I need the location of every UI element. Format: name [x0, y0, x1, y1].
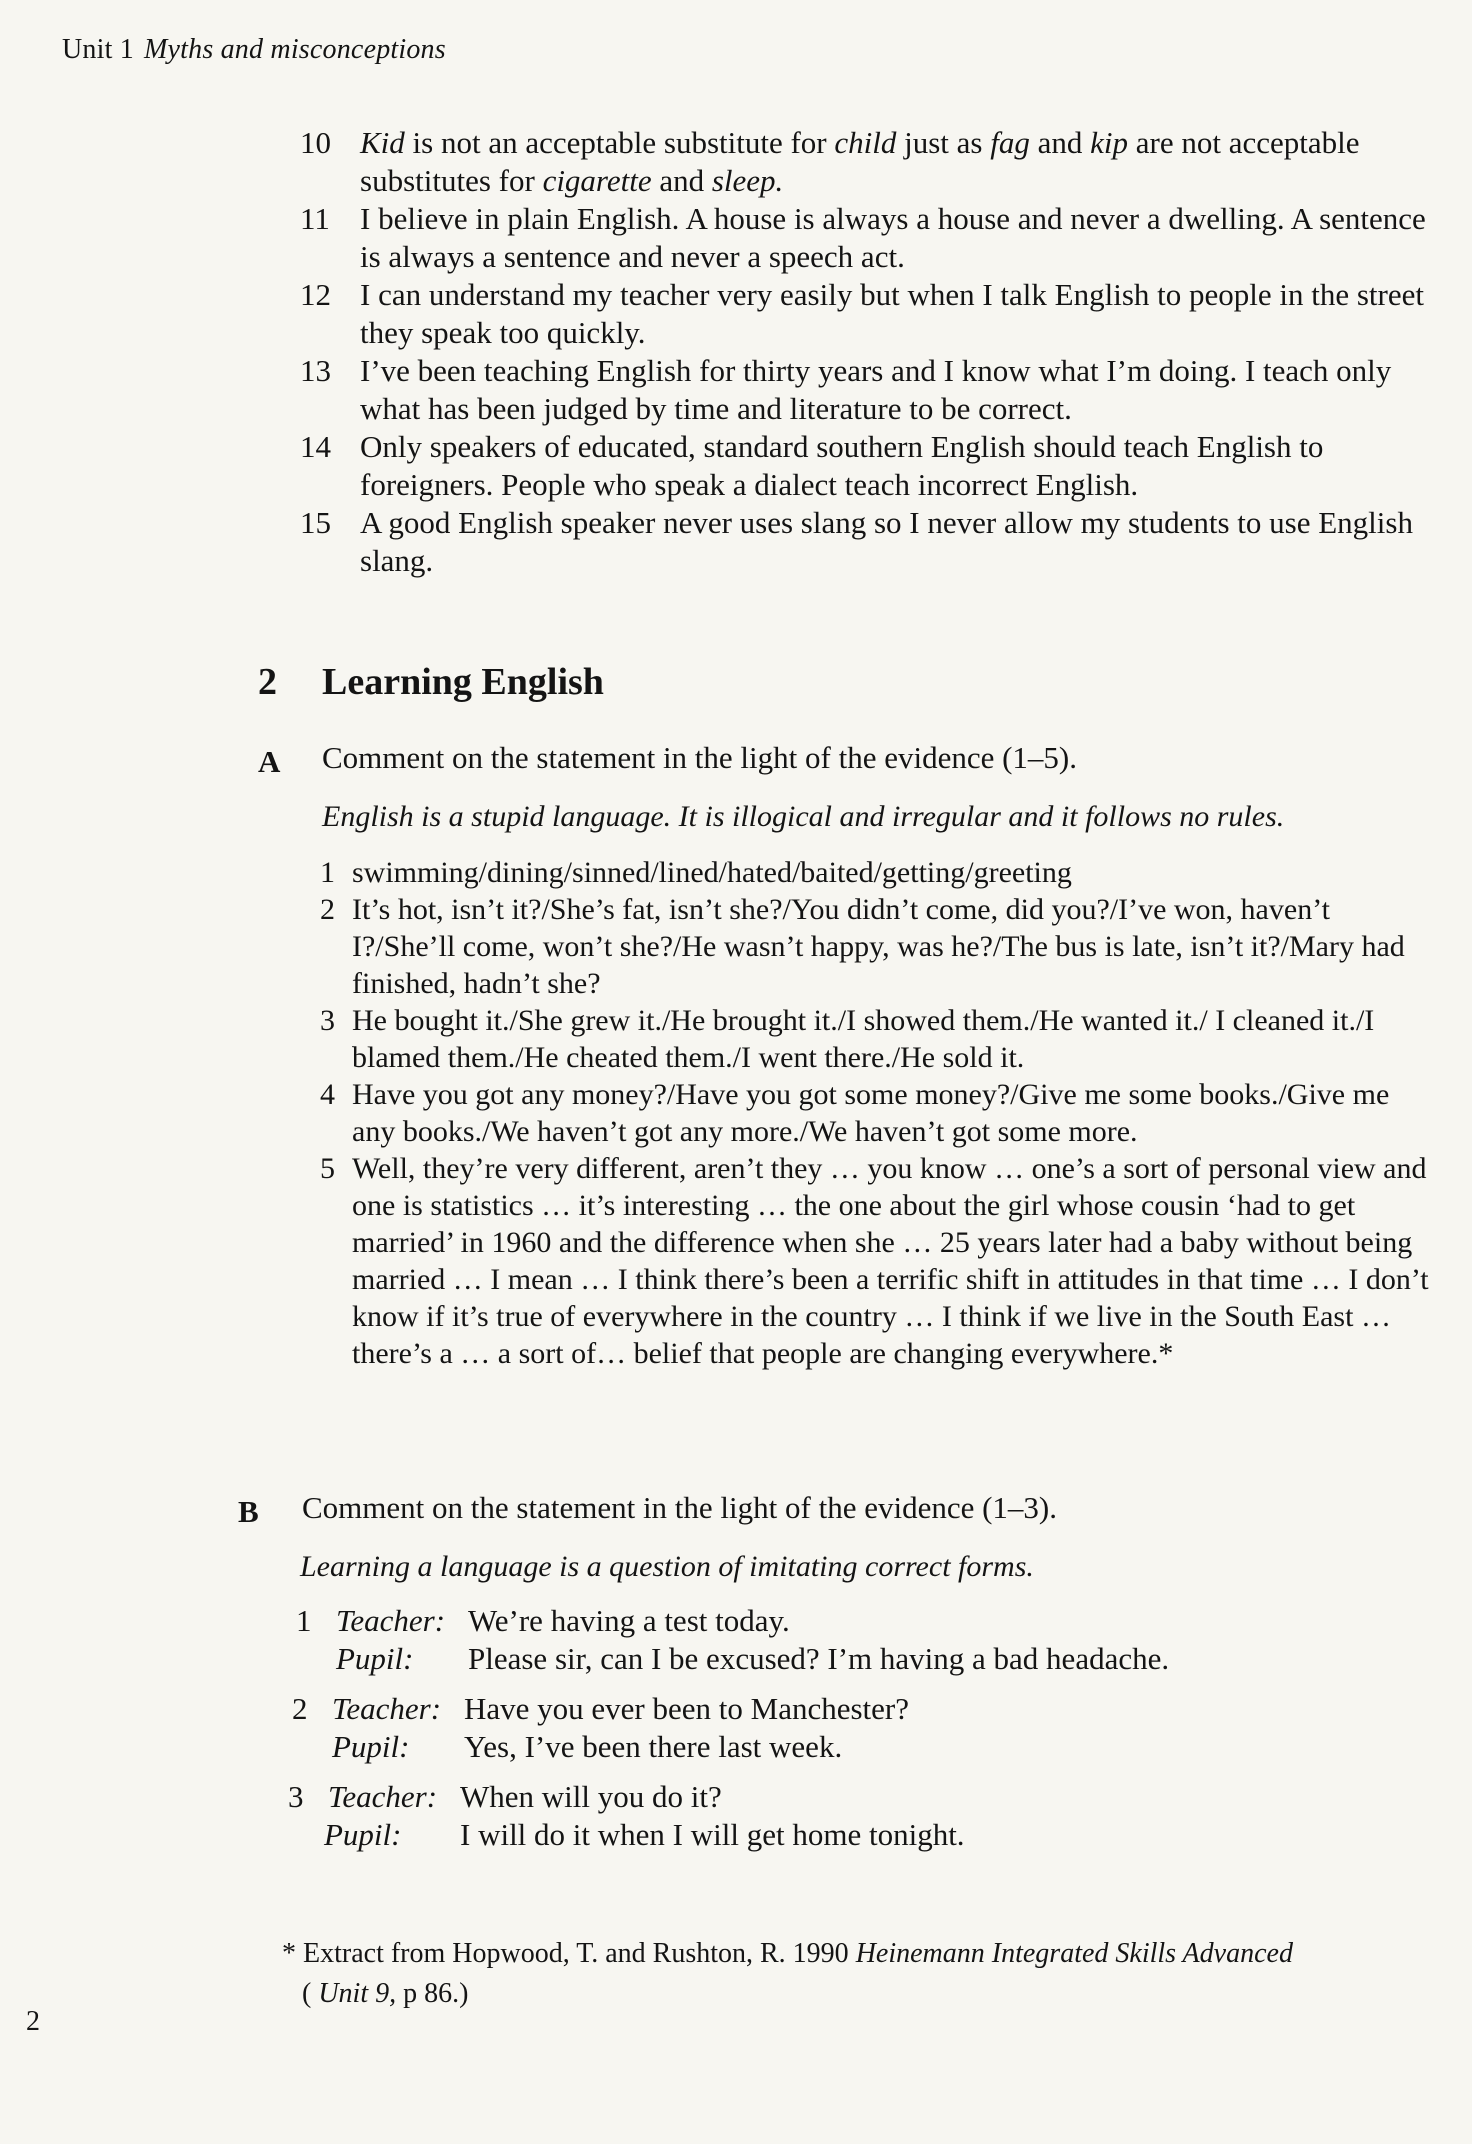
teacher-speech: Have you ever been to Manchester?: [464, 1691, 909, 1726]
section-number: 2: [258, 661, 277, 703]
item-text: Kid is not an acceptable substitute for child just as fag and kip are not acceptable substitutes for cigarette and sleep.: [360, 125, 1360, 198]
item-number: 14: [300, 429, 331, 464]
pupil-role: Pupil:: [324, 1817, 402, 1852]
part-b-statement: Learning a language is a question of imitating correct forms.: [300, 1550, 1034, 1583]
dialogue-2: [292, 1690, 1392, 1766]
item-number: 1: [320, 856, 335, 889]
pupil-speech: Yes, I’ve been there last week.: [464, 1729, 843, 1764]
teacher-line: [288, 1778, 1388, 1816]
part-a-label: A: [258, 744, 281, 779]
item-text: Well, they’re very different, aren’t they … you know … one’s a sort of personal view and one is statistics … it’s interesting … the one about the girl whose cousin ‘had to get married’ in 1960 and the difference when she … 25 years later had a baby without being married … I mean … I think there’s been a terrific shift in attitudes in that time … I don’t know if it’s true of everywhere in the country … I think if we live in the South East … there’s a … a sort of… belief that people are changing everywhere.*: [352, 1152, 1429, 1370]
item-text: I can understand my teacher very easily but when I talk English to people in the street they speak too quickly.: [360, 277, 1424, 350]
item-number: 13: [300, 353, 331, 388]
running-head: [62, 34, 446, 66]
unit-label: Unit 1: [62, 34, 134, 65]
list-item: [300, 352, 1450, 428]
unit-title: Myths and misconceptions: [143, 34, 446, 65]
teacher-speech: When will you do it?: [460, 1779, 722, 1814]
part-a-statement: English is a stupid language. It is illogical and irregular and it follows no rules.: [322, 800, 1285, 833]
teacher-role: Teacher:: [332, 1691, 442, 1726]
list-item: [320, 1002, 1440, 1076]
item-number: 3: [320, 1004, 335, 1037]
list-item: [300, 200, 1450, 276]
item-text: He bought it./She grew it./He brought it./I showed them./He wanted it./ I cleaned it./I blamed them./He cheated them./I went there./He sold it.: [352, 1004, 1375, 1074]
item-text: I believe in plain English. A house is always a house and never a dwelling. A sentence is always a sentence and never a speech act.: [360, 201, 1426, 274]
item-number: 11: [300, 201, 330, 236]
page-number: 2: [26, 2006, 40, 2037]
list-item: [320, 1076, 1440, 1150]
list-item: [320, 1150, 1440, 1372]
item-number: 2: [320, 893, 335, 926]
item-text: Only speakers of educated, standard southern English should teach English to foreigners. People who speak a dialect teach incorrect English.: [360, 429, 1324, 502]
part-b-instruction: Comment on the statement in the light of the evidence (1–3).: [302, 1490, 1058, 1525]
part-a-instruction: Comment on the statement in the light of the evidence (1–5).: [322, 740, 1078, 775]
list-item: [320, 891, 1440, 1002]
pupil-role: Pupil:: [336, 1641, 414, 1676]
teacher-line: [292, 1690, 1392, 1728]
item-number: 10: [300, 125, 331, 160]
dialogue-3: [288, 1778, 1388, 1854]
list-item: [300, 428, 1450, 504]
section-heading: [258, 660, 604, 704]
item-text: I’ve been teaching English for thirty years and I know what I’m doing. I teach only what has been judged by time and literature to be correct.: [360, 353, 1392, 426]
section-title: Learning English: [322, 661, 604, 703]
footnote-line-2: ( Unit 9, p 86.): [302, 1978, 469, 2009]
item-number: 15: [300, 505, 331, 540]
pupil-line: [296, 1640, 1396, 1678]
item-number: 4: [320, 1078, 335, 1111]
dialogue-1: [296, 1602, 1396, 1678]
part-a-evidence-list: [320, 854, 1440, 1372]
statements-list: [300, 124, 1450, 580]
item-text: swimming/dining/sinned/lined/hated/baited/getting/greeting: [352, 856, 1072, 889]
item-number: 12: [300, 277, 331, 312]
item-text: Have you got any money?/Have you got some money?/Give me some books./Give me any books./We haven’t got any more./We haven’t got some more.: [352, 1078, 1390, 1148]
footnote-line-1: * Extract from Hopwood, T. and Rushton, R. 1990 Heinemann Integrated Skills Advanced: [282, 1938, 1293, 1969]
pupil-speech: I will do it when I will get home tonight.: [460, 1817, 965, 1852]
teacher-speech: We’re having a test today.: [468, 1603, 790, 1638]
item-text: It’s hot, isn’t it?/She’s fat, isn’t she?/You didn’t come, did you?/I’ve won, haven’t I?/She’ll come, won’t she?/He wasn’t happy, was he?/The bus is late, isn’t it?/Mary had finished, hadn’t she?: [352, 893, 1405, 1000]
pupil-line: [288, 1816, 1388, 1854]
item-number: 5: [320, 1152, 335, 1185]
teacher-role: Teacher:: [336, 1603, 446, 1638]
list-item: [320, 854, 1440, 891]
item-text: A good English speaker never uses slang so I never allow my students to use English slang.: [360, 505, 1413, 578]
teacher-line: [296, 1602, 1396, 1640]
dialogue-number: 1: [296, 1603, 312, 1638]
pupil-line: [292, 1728, 1392, 1766]
list-item: [300, 504, 1450, 580]
list-item: [300, 276, 1450, 352]
part-b-label: B: [238, 1494, 259, 1529]
list-item: [300, 124, 1450, 200]
dialogue-number: 2: [292, 1691, 308, 1726]
dialogue-number: 3: [288, 1779, 304, 1814]
teacher-role: Teacher:: [328, 1779, 438, 1814]
pupil-role: Pupil:: [332, 1729, 410, 1764]
footnote: [282, 1934, 1293, 2014]
pupil-speech: Please sir, can I be excused? I’m having a bad headache.: [468, 1641, 1170, 1676]
